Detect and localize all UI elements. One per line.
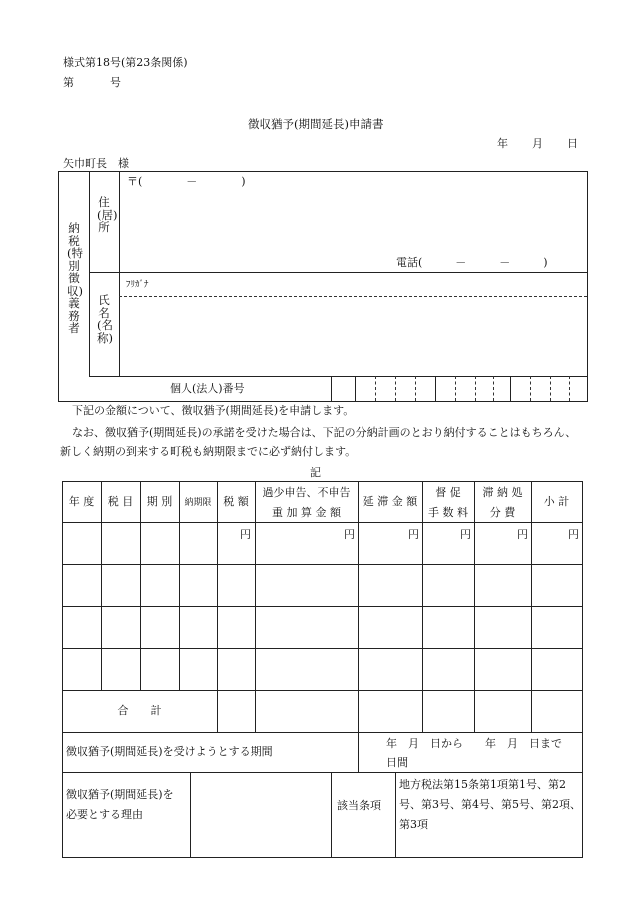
col-header-taino-1: 滞 納 処	[482, 486, 523, 499]
col-header-nokigen: 納期限	[184, 498, 212, 508]
id-cell-border	[331, 376, 332, 401]
total-label: 合 計	[117, 704, 162, 717]
postal-code-line: 〒( － )	[127, 175, 246, 188]
id-cell-divider	[375, 376, 376, 401]
border-line	[89, 376, 588, 377]
ki-heading: 記	[310, 466, 321, 479]
id-cell-divider	[475, 376, 476, 401]
border-line	[58, 171, 588, 172]
period-days: 日間	[386, 756, 408, 769]
date-day: 日	[567, 137, 578, 150]
doc-number-suffix: 号	[110, 76, 121, 89]
border-line	[62, 481, 63, 858]
clause-label: 該当条項	[337, 799, 381, 812]
addressee: 矢巾町長 様	[63, 157, 129, 170]
border-line	[358, 481, 359, 732]
border-line	[58, 171, 59, 402]
col-header-tokusoku-2: 手 数 料	[428, 506, 468, 519]
yen-unit: 円	[408, 528, 419, 541]
border-line	[190, 772, 191, 857]
reason-label-line-2: 必要とする理由	[66, 808, 143, 821]
intro-text: 下記の金額について、徴収猶予(期間延長)を申請します。	[72, 404, 355, 417]
col-header-kasho-2: 重 加 算 金 額	[272, 506, 341, 519]
note-text: なお、徴収猶予(期間延長)の承諾を受けた場合は、下記の分納計画のとおり納付することはもちろん、新しく納期の到来する町税も納期限までに必ず納付します。	[60, 426, 577, 458]
yen-unit: 円	[517, 528, 528, 541]
period-range: 年 月 日から 年 月 日まで	[386, 737, 562, 750]
clause-value-line-1: 地方税法第15条第1項第1号、第2	[399, 778, 566, 791]
border-line	[62, 732, 583, 733]
id-cell-border	[355, 376, 356, 401]
col-header-taino-2: 分 費	[489, 506, 516, 519]
yen-unit: 円	[568, 528, 579, 541]
id-cell-divider	[455, 376, 456, 401]
col-header-kibetsu: 期 別	[146, 495, 173, 508]
border-line	[62, 690, 583, 691]
id-number-label: 個人(法人)番号	[170, 382, 245, 395]
date-month: 月	[532, 137, 543, 150]
id-cell-divider	[530, 376, 531, 401]
col-header-entai: 延 滞 金 額	[362, 495, 418, 508]
id-cell-divider	[415, 376, 416, 401]
border-line	[58, 401, 588, 402]
furigana-label: ﾌﾘｶﾞﾅ	[126, 280, 149, 290]
id-cell-border	[435, 376, 436, 401]
border-line	[140, 481, 141, 690]
yen-unit: 円	[344, 528, 355, 541]
border-line	[62, 857, 583, 858]
taxpayer-group-label: 納税(特別徴収)義務者	[67, 221, 83, 335]
phone-line: 電話( － － )	[396, 256, 548, 269]
yen-unit: 円	[460, 528, 471, 541]
document-title: 徴収猶予(期間延長)申請書	[248, 117, 384, 131]
form-number: 様式第18号(第23条関係)	[63, 56, 188, 69]
col-header-shokei: 小 計	[543, 495, 570, 508]
border-line	[119, 171, 120, 376]
border-line	[89, 272, 588, 273]
border-line	[358, 732, 359, 772]
id-cell-border	[510, 376, 511, 401]
clause-value-line-2: 号、第3号、第4号、第5号、第2項、	[399, 798, 581, 811]
reason-label-line-1: 徴収猶予(期間延長)を	[66, 788, 174, 801]
period-label: 徴収猶予(期間延長)を受けようとする期間	[66, 745, 273, 758]
col-header-tokusoku-1: 督 促	[435, 486, 461, 499]
border-line	[101, 481, 102, 690]
id-cell-divider	[569, 376, 570, 401]
border-line	[179, 481, 180, 690]
border-line	[582, 481, 583, 858]
col-header-kasho-1: 過少申告、不申告	[262, 486, 351, 499]
border-line	[89, 171, 90, 376]
id-cell-divider	[395, 376, 396, 401]
border-line	[331, 772, 332, 857]
name-label: 氏名(名称)	[97, 293, 113, 345]
border-line	[62, 772, 583, 773]
clause-value-line-3: 第3項	[399, 818, 428, 831]
id-cell-divider	[550, 376, 551, 401]
address-label: 住(居)所	[97, 195, 118, 234]
yen-unit: 円	[240, 528, 251, 541]
col-header-nendo: 年 度	[68, 495, 95, 508]
col-header-zeimoku: 税 目	[107, 495, 134, 508]
furigana-divider	[119, 296, 587, 297]
border-line	[217, 481, 218, 732]
doc-number-prefix: 第	[63, 76, 74, 89]
border-line	[587, 171, 588, 402]
id-cell-divider	[493, 376, 494, 401]
col-header-zeigaku: 税 額	[223, 495, 249, 508]
date-year: 年	[497, 137, 508, 150]
border-line	[531, 481, 532, 732]
border-line	[395, 772, 396, 857]
